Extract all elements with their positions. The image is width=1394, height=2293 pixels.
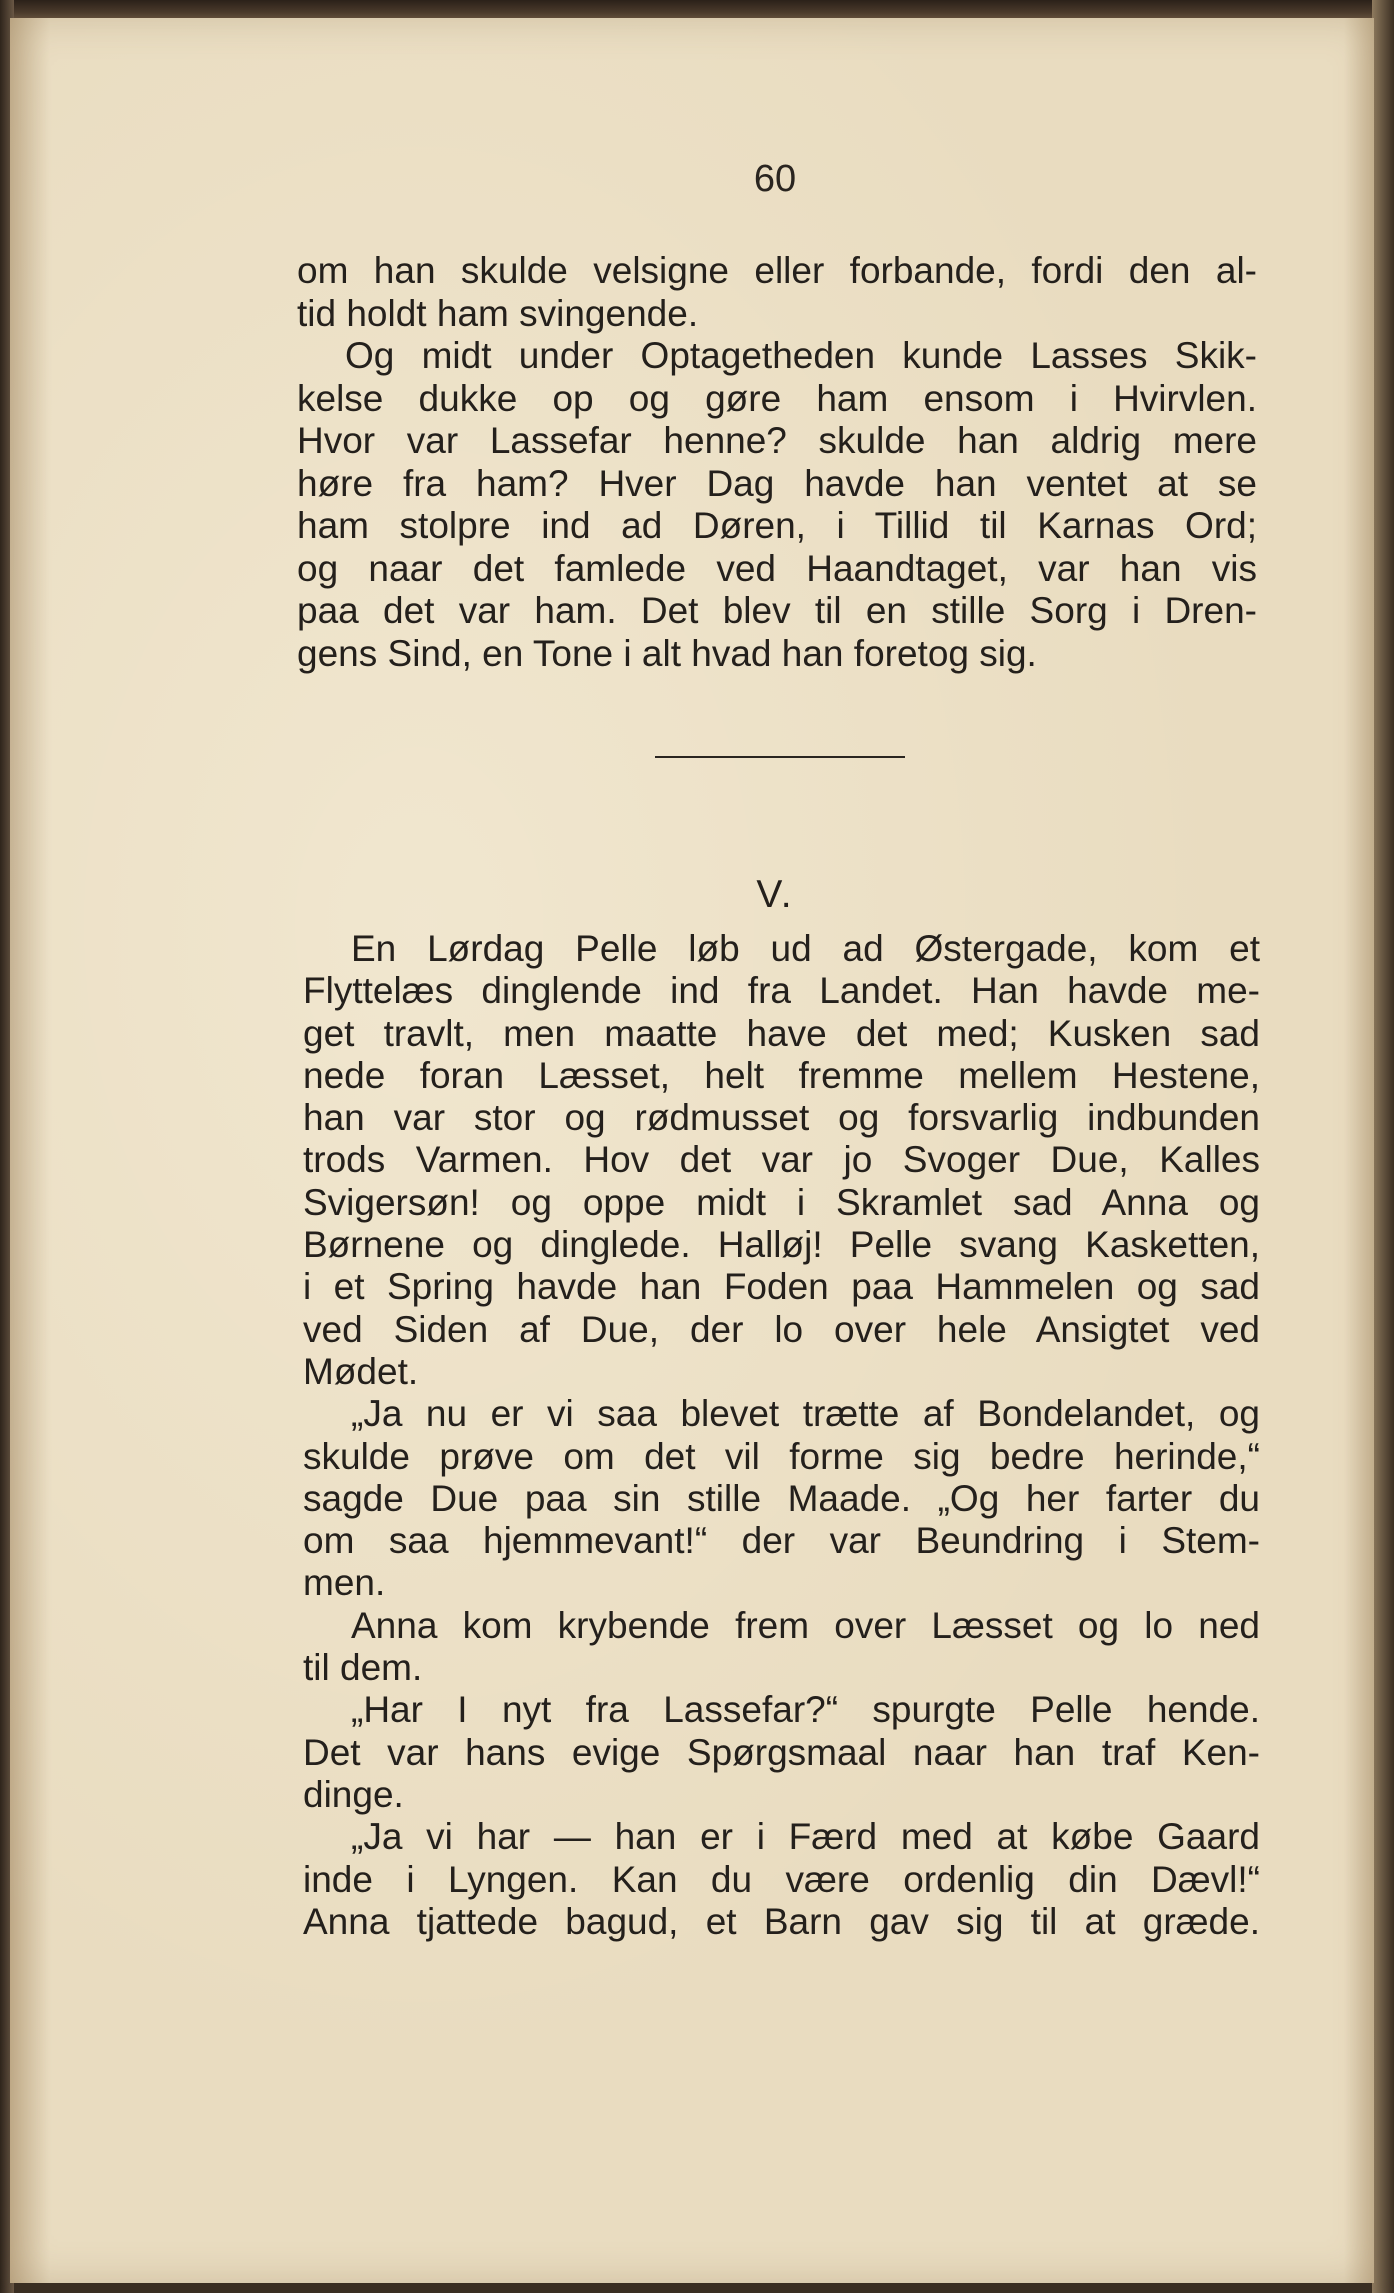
text-line: dinge. bbox=[303, 1773, 404, 1815]
text-line: høre fra ham? Hver Dag havde han ventet at se bbox=[297, 462, 1257, 504]
paragraph bbox=[303, 970, 1260, 1393]
paragraph bbox=[303, 928, 1260, 970]
paragraph bbox=[303, 1689, 1260, 1731]
text-line: Anna kom krybende frem over Læsset og lo ned bbox=[351, 1604, 1260, 1646]
text-line: Flyttelæs dinglende ind fra Landet. Han havde me- bbox=[303, 970, 1260, 1012]
text-line: Mødet. bbox=[303, 1350, 419, 1392]
text-line: „Ja vi har — han er i Færd med at købe Gaard bbox=[351, 1816, 1260, 1858]
text-line: Hvor var Lassefar henne? skulde han aldrig mere bbox=[297, 420, 1257, 461]
paragraph bbox=[297, 250, 1257, 335]
text-line: og naar det famlede ved Haandtaget, var han vis bbox=[297, 547, 1257, 589]
text-line: kelse dukke op og gøre ham ensom i Hvirvlen. bbox=[297, 377, 1257, 419]
text-line: Børnene og dinglede. Halløj! Pelle svang Kasketten, bbox=[303, 1224, 1260, 1266]
paragraph bbox=[303, 1732, 1260, 1817]
text-line: i et Spring havde han Foden paa Hammelen og sad bbox=[303, 1266, 1260, 1308]
text-line: „Har I nyt fra Lassefar?“ spurgte Pelle hende. bbox=[351, 1689, 1260, 1731]
section-one-text bbox=[297, 250, 1257, 675]
paragraph bbox=[303, 1816, 1260, 1858]
text-line: nede foran Læsset, helt fremme mellem Hestene, bbox=[303, 1054, 1260, 1096]
text-line: om saa hjemmevant!“ der var Beundring i Stem- bbox=[303, 1520, 1260, 1562]
page-number: 60 bbox=[753, 158, 797, 200]
paragraph bbox=[303, 1647, 1260, 1689]
text-line: Det var hans evige Spørgsmaal naar han traf Ken- bbox=[303, 1731, 1260, 1773]
text-line: tid holdt ham svingende. bbox=[297, 292, 699, 334]
text-line: „Ja nu er vi saa blevet trætte af Bondelandet, og bbox=[351, 1393, 1260, 1435]
paragraph bbox=[303, 1393, 1260, 1435]
text-line: han var stor og rødmusset og forsvarlig indbunden bbox=[303, 1097, 1260, 1139]
paragraph bbox=[297, 335, 1257, 378]
paragraph bbox=[303, 1605, 1260, 1647]
text-line: gens Sind, en Tone i alt hvad han foretog sig. bbox=[297, 632, 1037, 674]
book-binding-right bbox=[1372, 0, 1394, 2293]
text-line: om han skulde velsigne eller forbande, fordi den al- bbox=[297, 250, 1257, 291]
text-line: inde i Lyngen. Kan du være ordenlig din Dævl!“ bbox=[303, 1858, 1260, 1900]
text-line: En Lørdag Pelle løb ud ad Østergade, kom et bbox=[351, 928, 1260, 969]
text-line: Anna tjattede bagud, et Barn gav sig til at græde. bbox=[303, 1900, 1260, 1942]
text-line: Og midt under Optagetheden kunde Lasses Skik- bbox=[345, 335, 1257, 376]
text-line: Svigersøn! og oppe midt i Skramlet sad Anna og bbox=[303, 1181, 1260, 1223]
text-line: men. bbox=[303, 1562, 386, 1604]
text-line: paa det var ham. Det blev til en stille Sorg i Dren- bbox=[297, 590, 1257, 631]
text-line: get travlt, men maatte have det med; Kusken sad bbox=[303, 1012, 1260, 1054]
book-page bbox=[10, 18, 1374, 2283]
text-line: trods Varmen. Hov det var jo Svoger Due, Kalles bbox=[303, 1139, 1260, 1181]
text-line: skulde prøve om det vil forme sig bedre herinde,“ bbox=[303, 1435, 1260, 1477]
chapter-heading: V. bbox=[756, 873, 794, 916]
section-two-text bbox=[303, 928, 1260, 1943]
text-line: sagde Due paa sin stille Maade. „Og her farter du bbox=[303, 1477, 1260, 1519]
paragraph bbox=[303, 1436, 1260, 1605]
paragraph bbox=[303, 1859, 1260, 1944]
section-divider-rule bbox=[655, 756, 905, 758]
paragraph bbox=[297, 378, 1257, 676]
text-line: ham stolpre ind ad Døren, i Tillid til Karnas Ord; bbox=[297, 505, 1257, 546]
text-line: ved Siden af Due, der lo over hele Ansigtet ved bbox=[303, 1308, 1260, 1350]
text-line: til dem. bbox=[303, 1647, 423, 1689]
